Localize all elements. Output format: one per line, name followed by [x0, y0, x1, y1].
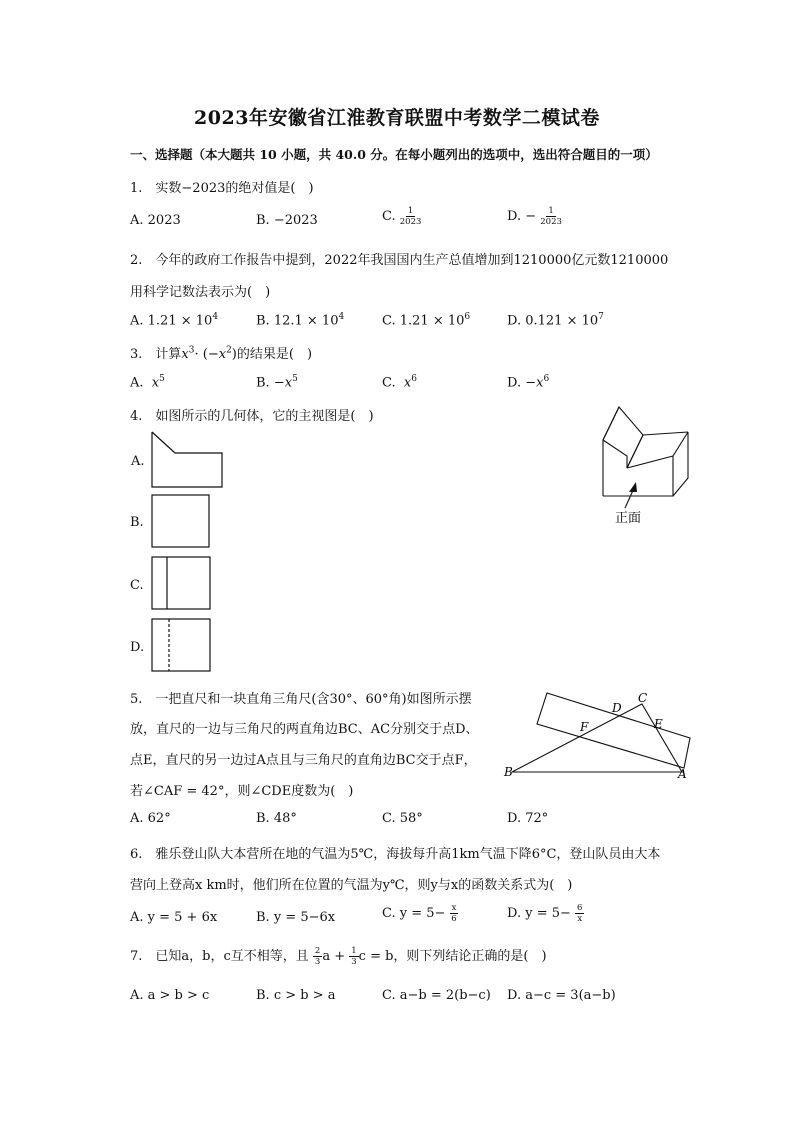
question-4-stem: 4. 如图所示的几何体，它的主视图是( ): [130, 409, 374, 424]
q1-c-label: C.: [382, 209, 396, 224]
q3-option-b[interactable]: [256, 374, 298, 390]
question-5-line-4: 若∠CAF = 42°，则∠CDE度数为( ): [130, 784, 354, 799]
triangle: [512, 704, 682, 772]
q4-option-d-label[interactable]: D.: [130, 640, 145, 655]
q1-option-a[interactable]: A. 2023: [130, 213, 181, 228]
q2-a-text: A. 1.21 × 10: [130, 313, 213, 329]
q6-d-fraction: [575, 903, 584, 924]
q7-f2-numerator: 1: [351, 946, 357, 956]
q6-c-denominator: 6: [451, 914, 457, 924]
label-E: E: [654, 717, 663, 731]
q5-option-b[interactable]: B. 48°: [256, 811, 297, 826]
q3-option-d[interactable]: [507, 374, 549, 390]
q3-stem-post: )的结果是( ): [231, 347, 313, 362]
q4-option-b-label[interactable]: B.: [130, 515, 144, 530]
q5-option-a[interactable]: A. 62°: [130, 811, 171, 826]
q6-d-label: D. y = 5−: [507, 906, 571, 921]
q6-option-c[interactable]: [382, 903, 458, 924]
q4-option-d-figure[interactable]: [151, 618, 212, 673]
q3-b-label: B. −: [256, 375, 285, 391]
q3-stem-var: x: [181, 347, 189, 362]
q3-b-exp: 5: [292, 374, 298, 384]
q7-stem-pre: 7. 已知a，b，c互不相等，且: [130, 949, 309, 964]
q3-a-var: x: [151, 375, 160, 391]
q6-c-fraction: [450, 903, 459, 924]
page-title: 2023年安徽省江淮教育联盟中考数学二模试卷: [194, 107, 600, 129]
label-B: B: [504, 765, 513, 779]
q1-d-label: D. −: [507, 209, 537, 224]
q5-option-d[interactable]: D. 72°: [507, 811, 549, 826]
q2-d-exponent: 7: [598, 312, 604, 322]
q7-fraction-1: [313, 946, 322, 967]
q2-b-text: B. 12.1 × 10: [256, 313, 339, 329]
q2-option-b[interactable]: [256, 312, 344, 328]
section-heading: 一、选择题（本大题共 10 小题，共 40.0 分。在每小题列出的选项中，选出符合题目的一项）: [130, 147, 658, 162]
q6-c-numerator: x: [451, 903, 457, 913]
label-C: C: [638, 691, 648, 705]
q7-stem-post: c = b，则下列结论正确的是( ): [358, 949, 547, 964]
q3-a-label: A.: [130, 375, 144, 391]
question-2-line-1: 2. 今年的政府工作报告中提到，2022年我国国内生产总值增加到1210000亿元数1210000: [130, 253, 669, 268]
q6-option-d[interactable]: [507, 903, 584, 924]
q2-option-a[interactable]: [130, 312, 218, 328]
q3-stem-exp2: 2: [226, 345, 232, 356]
q4-option-a-figure[interactable]: [151, 431, 225, 489]
q6-option-b[interactable]: B. y = 5−6x: [256, 910, 336, 925]
q7-f2-denominator: 3: [351, 957, 357, 967]
q4-option-a-label[interactable]: A.: [131, 454, 145, 469]
q3-b-var: x: [284, 375, 293, 391]
q3-c-var: x: [403, 375, 412, 391]
q1-d-numerator: 1: [548, 206, 554, 216]
q3-stem-var2: x: [218, 347, 227, 362]
q3-stem-mid: · (−: [194, 347, 219, 362]
q4-option-b-figure[interactable]: [151, 494, 211, 549]
q5-option-c[interactable]: C. 58°: [382, 811, 423, 826]
q3-stem-pre: 3. 计算: [130, 347, 182, 362]
q7-stem-mid: a +: [322, 949, 350, 964]
question-3-stem: [130, 343, 312, 362]
q1-c-numerator: 1: [407, 206, 414, 216]
q7-option-a[interactable]: A. a > b > c: [130, 988, 210, 1003]
q6-option-a[interactable]: A. y = 5 + 6x: [130, 910, 218, 925]
q1-option-c[interactable]: [382, 206, 421, 227]
q2-option-c[interactable]: [382, 312, 470, 328]
question-5-line-2: 放，直尺的一边与三角尺的两直角边BC、AC分别交于点D、: [130, 722, 479, 737]
q3-stem-exp: 3: [188, 345, 195, 356]
q2-c-exponent: 6: [464, 312, 471, 322]
q7-option-d[interactable]: D. a−c = 3(a−b): [507, 988, 616, 1003]
question-5-line-3: 点E，直尺的另一边过A点且与三角尺的直角边BC交于点F，: [130, 753, 477, 768]
label-D: D: [612, 701, 622, 715]
q7-fraction-2: [349, 946, 358, 967]
q3-c-exp: 6: [411, 374, 417, 384]
q2-d-text: D. 0.121 × 10: [507, 313, 599, 329]
question-7-stem: [130, 945, 547, 967]
q2-b-exponent: 4: [338, 312, 345, 322]
q6-c-label: C. y = 5−: [382, 906, 446, 921]
q3-d-label: D. −: [507, 375, 537, 391]
label-F: F: [580, 720, 589, 734]
question-6-line-2: 营向上登高x km时，他们所在位置的气温为y℃，则y与x的函数关系式为( ): [130, 878, 573, 893]
q3-c-label: C.: [382, 375, 396, 391]
q3-option-c[interactable]: [382, 374, 417, 390]
label-A: A: [678, 767, 687, 781]
q4-solid-figure: [595, 400, 695, 530]
question-6-line-1: 6. 雅乐登山队大本营所在地的气温为5℃，海拔每升高1km气温下降6°C，登山队员由大本: [130, 847, 661, 862]
q3-a-exp: 5: [159, 374, 165, 384]
q4-option-c-label[interactable]: C.: [130, 578, 144, 593]
q7-f1-numerator: 2: [314, 946, 321, 956]
q1-c-fraction: [400, 206, 422, 227]
q5-ruler-triangle-figure: [500, 688, 696, 784]
question-2-line-2: 用科学记数法表示为( ): [130, 285, 271, 300]
q1-d-fraction: [540, 206, 562, 227]
q2-c-text: C. 1.21 × 10: [382, 313, 465, 329]
q3-option-a[interactable]: [130, 374, 165, 390]
q3-d-var: x: [536, 375, 544, 391]
q4-front-label: 正面: [615, 511, 642, 526]
q3-d-exp: 6: [543, 374, 550, 384]
q7-option-c[interactable]: C. a−b = 2(b−c): [382, 988, 491, 1003]
q6-d-numerator: 6: [577, 903, 583, 913]
q1-d-denominator: 2023: [540, 217, 562, 227]
q7-option-b[interactable]: B. c > b > a: [256, 988, 336, 1003]
q1-c-denominator: 2023: [399, 217, 422, 227]
q6-d-denominator: x: [577, 914, 583, 924]
q1-option-b[interactable]: B. −2023: [256, 213, 318, 228]
q2-a-exponent: 4: [212, 312, 219, 322]
q7-f1-denominator: 3: [314, 957, 321, 967]
q4-option-c-figure[interactable]: [151, 556, 212, 611]
q1-option-d[interactable]: [507, 206, 562, 227]
question-1-stem: 1. 实数−2023的绝对值是( ): [130, 181, 314, 196]
q2-option-d[interactable]: [507, 312, 604, 328]
question-5-line-1: 5. 一把直尺和一块直角三角尺(含30°、60°角)如图所示摆: [130, 692, 472, 707]
